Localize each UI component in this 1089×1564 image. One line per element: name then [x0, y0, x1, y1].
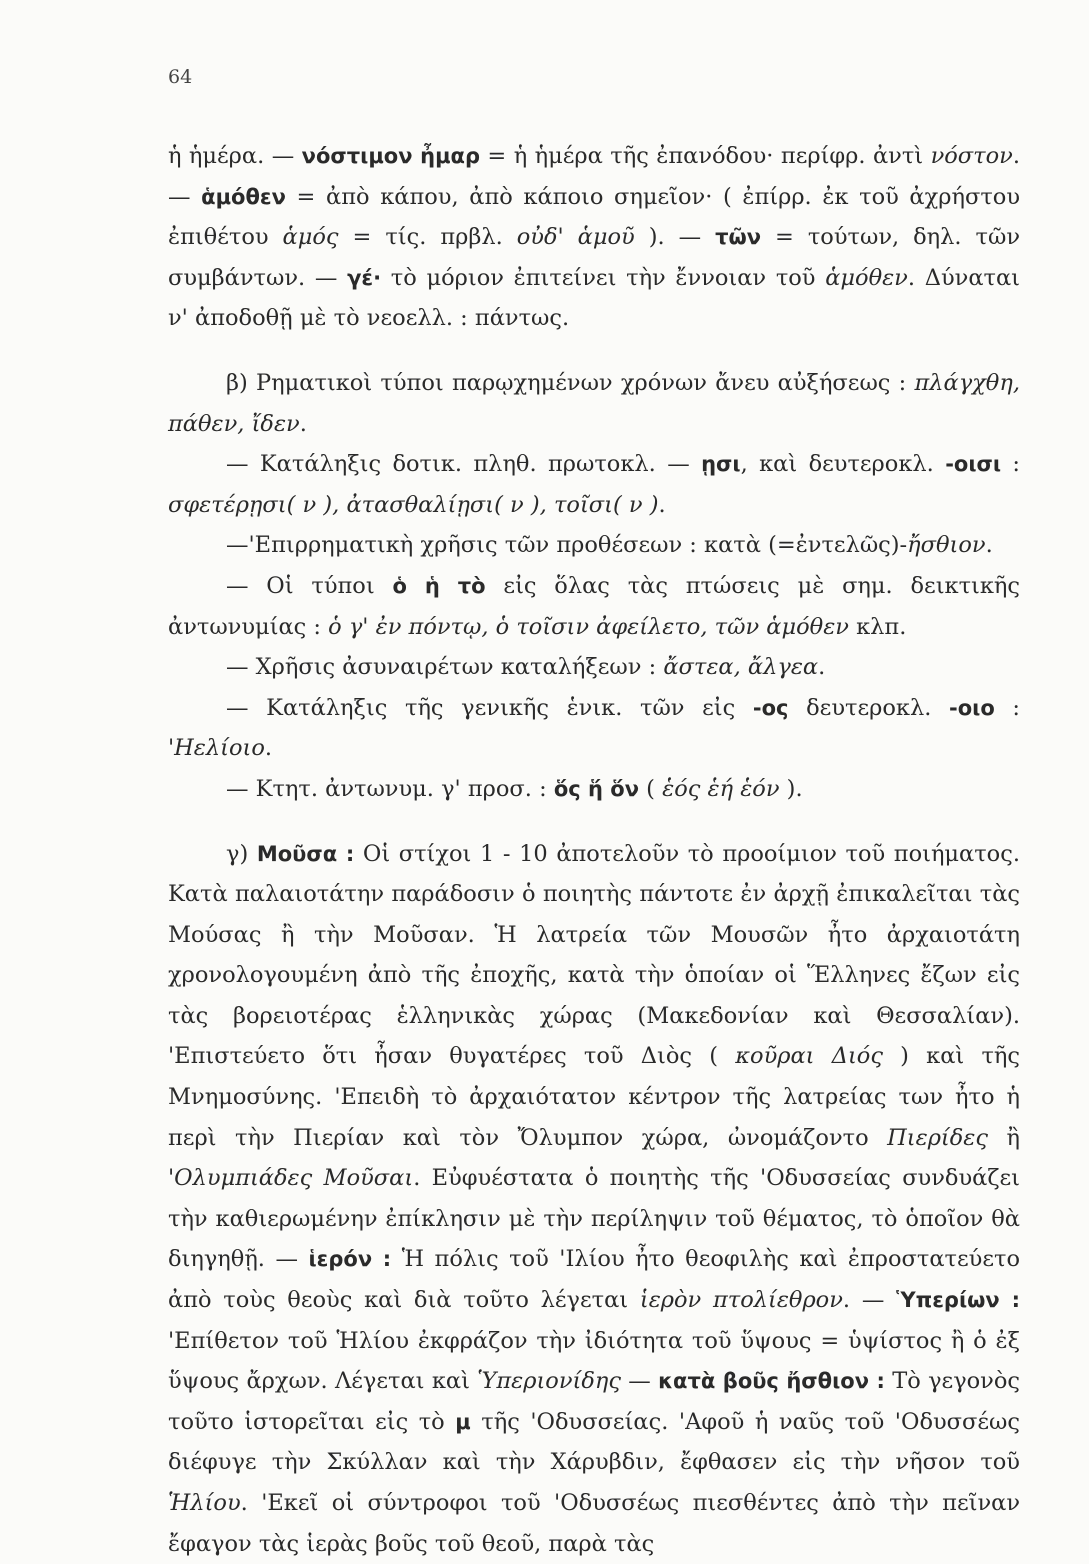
text-run: . [818, 654, 825, 680]
text-run: Οἱ στίχοι 1 - 10 ἀποτελοῦν τὸ προοίμιον τοῦ ποιήματος. Κατὰ παλαιοτάτην παράδοσιν ὁ ποιητὴς πάντοτε ἐν ἀρχῇ ἐπικαλεῖται τὰς Μούσας ἢ τὴν Μοῦσαν. Ἡ λατρεία τῶν Μουσῶν ἦτο ἀρχαιοτάτη χρονολογουμένη ἀπὸ τῆς ἐποχῆς, κατὰ τὴν ὁποίαν οἱ Ἕλληνες ἔζων εἰς τὰς βορειοτέρας ἑλληνικὰς χώρας (Μακεδονίαν καὶ Θεσσαλίαν). 'Επιστεύετο ὅτι ἦσαν θυγατέρες τοῦ Διὸς ( [168, 841, 1020, 1070]
text-run: . 'Εκεῖ οἱ σύντροφοι τοῦ 'Οδυσσέως πιεσθέντες ἀπὸ τὴν πεῖναν ἔφαγον τὰς ἱερὰς βοῦς τοῦ θεοῦ, παρὰ τὰς [168, 1490, 1020, 1557]
text-run: ). [780, 776, 803, 802]
text-run: . [265, 735, 272, 761]
paragraph [168, 647, 1020, 688]
bold-term: κατὰ βοῦς ἤσθιον : [658, 1369, 885, 1393]
text-run: . — [843, 1287, 896, 1313]
text-run: δευτεροκλ. [788, 695, 949, 721]
text-run: . Δύναται ν' ἀποδοθῇ μὲ τὸ νεοελλ. : πάντως. [168, 265, 1020, 332]
text-run: — [621, 1368, 658, 1394]
text-run: Τὸ γεγονὸς τοῦτο ἱστορεῖται εἰς τὸ [168, 1368, 1020, 1435]
italic-term: πλάγχθη, πάθεν, ἴδεν [168, 370, 1020, 437]
text-run: . [659, 492, 666, 518]
text-run: = τίς. πρβλ. [339, 224, 517, 250]
paragraph [168, 566, 1020, 647]
italic-term: Πιερίδες [887, 1125, 988, 1151]
bold-term: ὁ ἡ τὸ [392, 574, 485, 598]
text-run: . — [168, 143, 1020, 210]
text-run: — Κτητ. ἀντωνυμ. γ' προσ. : [226, 776, 554, 802]
text-run: ) καὶ τῆς Μνημοσύνης. 'Επειδὴ τὸ ἀρχαιότατον κέντρον τῆς λατρείας των ἦτο ἡ περὶ τὴν Πιερίαν καὶ τὸν Ὄλυμπον χώρα, ὠνομάζοντο [168, 1043, 1020, 1150]
text-run: κλπ. [849, 614, 906, 640]
bold-term: Μοῦσα : [257, 842, 354, 866]
text-run: γ) [226, 841, 257, 867]
italic-term: σφετέρῃσι( ν ), ἀτασθαλίῃσι( ν ), τοῖσι( ν ) [168, 492, 659, 518]
text-run: = τούτων, δηλ. τῶν συμβάντων. — [168, 224, 1020, 291]
text-run: Ἡ πόλις τοῦ 'Ιλίου ἦτο θεοφιλὴς καὶ ἐπροστατεύετο ἀπὸ τοὺς θεοὺς καὶ διὰ τοῦτο λέγεται [168, 1246, 1020, 1313]
text-run: . [986, 532, 993, 558]
text-run: 'Επίθετον τοῦ Ἡλίου ἐκφράζον τὴν ἰδιότητα τοῦ ὕψους = ὑψίστος ἢ ὁ ἐξ ὕψους ἄρχων. Λέγεται καὶ [168, 1328, 1020, 1395]
text-run: ἡ ἡμέρα. — [168, 143, 302, 169]
paragraph [168, 834, 1020, 1564]
italic-term: 'Ηελίοιο [168, 735, 265, 761]
bold-term: γέ· [347, 266, 381, 290]
text-run: — Κατάληξις τῆς γενικῆς ἑνικ. τῶν εἰς [226, 695, 753, 721]
paragraph [168, 363, 1020, 444]
text-run: . Εὐφυέστατα ὁ ποιητὴς τῆς 'Οδυσσείας συνδυάζει τὴν καθιερωμένην ἐπίκλησιν μὲ τὴν περίληψιν τοῦ θέματος, τὸ ὁποῖον θὰ διηγηθῇ. — [168, 1165, 1020, 1272]
bold-term: ῃσι [701, 452, 741, 476]
text-run: ἢ [988, 1125, 1020, 1151]
italic-term: ἁμός [283, 224, 339, 250]
bold-term: μ [455, 1410, 470, 1434]
italic-term: ἑός ἑή ἑόν [662, 776, 779, 802]
bold-term: ὅς ἥ ὅν [554, 777, 639, 801]
text-run: : [1001, 451, 1020, 477]
text-run: β) Ρηματικοὶ τύποι παρῳχημένων χρόνων ἄνευ αὐξήσεως : [226, 370, 914, 396]
text-run: τῆς 'Οδυσσείας. 'Αφοῦ ἡ ναῦς τοῦ 'Οδυσσέως διέφυγε τὴν Σκύλλαν καὶ τὴν Χάρυβδιν, ἔφθασεν εἰς τὴν νῆσον τοῦ [168, 1409, 1020, 1476]
italic-term: ἄστεα, ἄλγεα [663, 654, 818, 680]
bold-term: ἁμόθεν [201, 185, 286, 209]
italic-term: ἱερὸν πτολίεθρον [640, 1287, 843, 1313]
text-run: , καὶ δευτεροκλ. [741, 451, 946, 477]
text-run: = ἀπὸ κάπου, ἀπὸ κάποιο σημεῖον· ( ἐπίρρ. ἐκ τοῦ ἀχρήστου ἐπιθέτου [168, 184, 1020, 251]
text-run: . [300, 411, 307, 437]
bold-term: -οισι [945, 452, 1001, 476]
italic-term: 'Ολυμπιάδες Μοῦσαι [168, 1165, 413, 1191]
italic-term: ἤσθιον [907, 532, 985, 558]
italic-term: Ἡλίου [168, 1490, 241, 1516]
italic-term: Ὑπεριονίδης [477, 1368, 621, 1394]
text-run: τὸ μόριον ἐπιτείνει τὴν ἔννοιαν τοῦ [381, 265, 825, 291]
paragraph [168, 444, 1020, 525]
body-text [168, 136, 1020, 1564]
italic-term: κοῦραι Διός [735, 1043, 883, 1069]
text-run: —'Επιρρηματικὴ χρῆσις τῶν προθέσεων : κατὰ (=ἐντελῶς)- [226, 532, 907, 558]
text-run: — Κατάληξις δοτικ. πληθ. πρωτοκλ. — [226, 451, 701, 477]
italic-term: οὐδ' ἁμοῦ [517, 224, 635, 250]
bold-term: τῶν [715, 225, 761, 249]
text-run: ). — [635, 224, 715, 250]
italic-term: νόστον [931, 143, 1013, 169]
paragraph [168, 688, 1020, 769]
italic-term: ἁμόθεν [825, 265, 908, 291]
text-run: — Οἱ τύποι [226, 573, 392, 599]
paragraph [168, 525, 1020, 566]
bold-term: ἱερόν : [308, 1247, 391, 1271]
bold-term: Ὑπερίων : [896, 1288, 1020, 1312]
italic-term: ὁ γ' ἐν πόντῳ, ὁ τοῖσιν ἀφείλετο, τῶν ἁμόθεν [328, 614, 849, 640]
paragraph [168, 769, 1020, 810]
text-run: : [995, 695, 1020, 721]
text-run: εἰς ὅλας τὰς πτώσεις μὲ σημ. δεικτικῆς ἀντωνυμίας : [168, 573, 1020, 640]
text-run: ( [639, 776, 662, 802]
text-run: = ἡ ἡμέρα τῆς ἐπανόδου· περίφρ. ἀντὶ [480, 143, 931, 169]
bold-term: -οιο [949, 696, 995, 720]
paragraph [168, 136, 1020, 339]
page-number: 64 [168, 66, 192, 88]
bold-term: νόστιμον ἦμαρ [302, 144, 480, 168]
bold-term: -ος [753, 696, 789, 720]
text-run: — Χρῆσις ἀσυναιρέτων καταλήξεων : [226, 654, 663, 680]
